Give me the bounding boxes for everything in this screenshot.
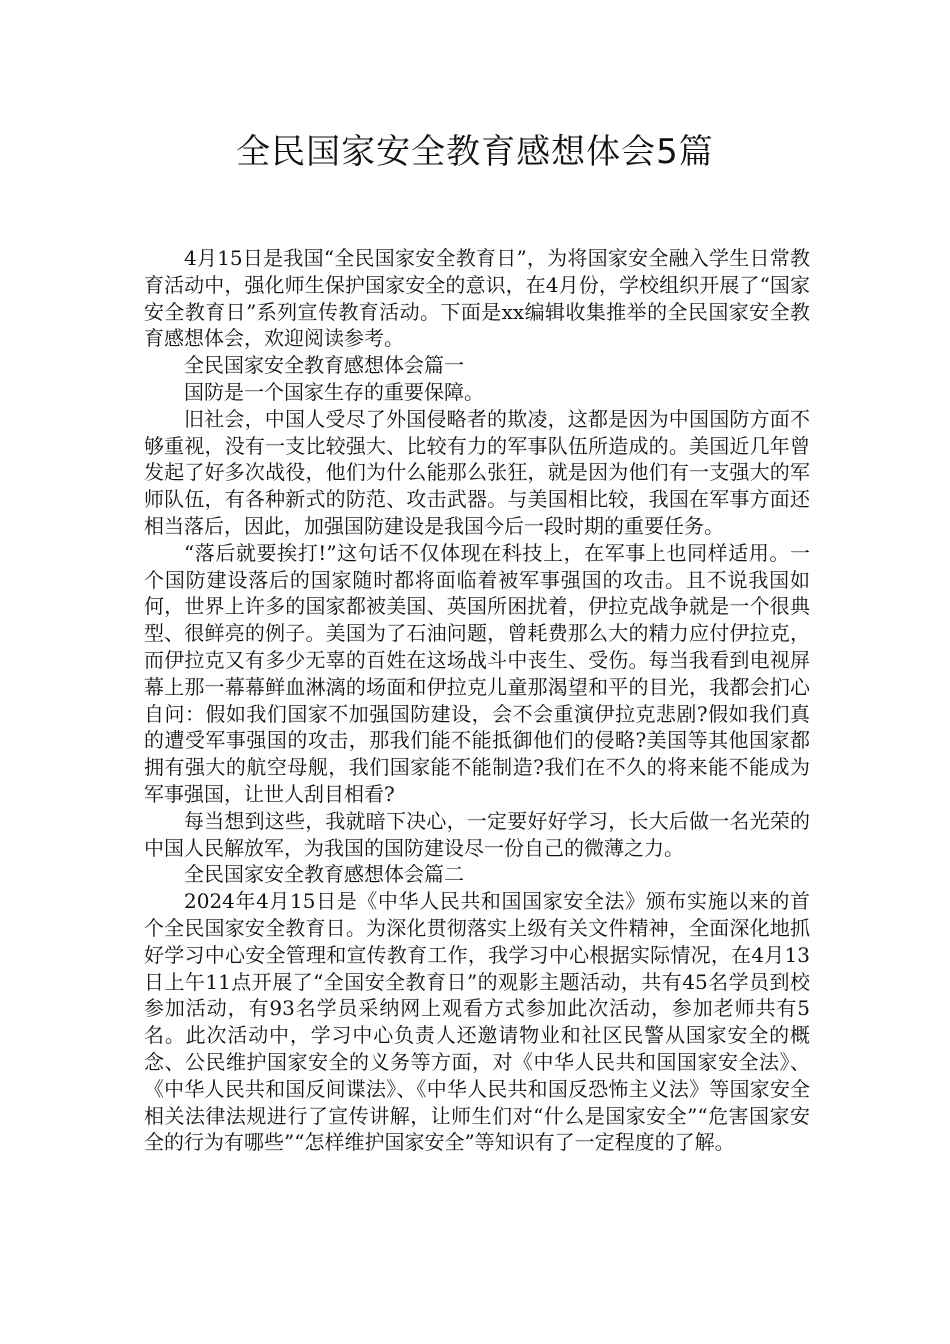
paragraph: 每当想到这些，我就暗下决心，一定要好好学习，长大后做一名光荣的中国人民解放军，为我国的国防建设尽一份自己的微薄之力。: [144, 808, 810, 860]
section-heading-2: 全民国家安全教育感想体会篇二: [184, 862, 464, 887]
section-heading-1: 全民国家安全教育感想体会篇一: [184, 353, 464, 378]
paragraph: 2024年4月15日是《中华人民共和国国家安全法》颁布实施以来的首个全民国家安全教育日。为深化贯彻落实上级有关文件精神，全面深化地抓好学习中心安全管理和宣传教育工作，我学习中心根据实际情况，在4月13日上午11点开展了“全国安全教育日”的观影主题活动，共有45名学员到校参加活动，有93名学员采纳网上观看方式参加此次活动，参加老师共有5名。此次活动中，学习中心负责人还邀请物业和社区民警从国家安全的概念、公民维护国家安全的义务等方面，对《中华人民共和国国家安全法》、《中华人民共和国反间谍法》、《中华人民共和国反恐怖主义法》等国家安全相关法律法规进行了宣传讲解，让师生们对“什么是国家安全”“危害国家安全的行为有哪些”“怎样维护国家安全”等知识有了一定程度的了解。: [144, 889, 810, 1155]
paragraph: 国防是一个国家生存的重要保障。: [184, 379, 484, 404]
paragraph: “落后就要挨打!”这句话不仅体现在科技上，在军事上也同样适用。一个国防建设落后的国家随时都将面临着被军事强国的攻击。且不说我国如何，世界上许多的国家都被美国、英国所困扰着，伊拉克战争就是一个很典型、很鲜亮的例子。美国为了石油问题，曾耗费那么大的精力应付伊拉克，而伊拉克又有多少无辜的百姓在这场战斗中丧生、受伤。每当我看到电视屏幕上那一幕幕鲜血淋漓的场面和伊拉克儿童那渴望和平的目光，我都会扪心自问：假如我们国家不加强国防建设，会不会重演伊拉克悲剧?假如我们真的遭受军事强国的攻击，那我们能不能抵御他们的侵略?美国等其他国家都拥有强大的航空母舰，我们国家能不能制造?我们在不久的将来能不能成为军事强国，让世人刮目相看?: [144, 540, 810, 806]
paragraph: 旧社会，中国人受尽了外国侵略者的欺凌，这都是因为中国国防方面不够重视，没有一支比较强大、比较有力的军事队伍所造成的。美国近几年曾发起了好多次战役，他们为什么能那么张狂，就是因为他们有一支强大的军师队伍，有各种新式的防范、攻击武器。与美国相比较，我国在军事方面还相当落后，因此，加强国防建设是我国今后一段时期的重要任务。: [144, 406, 810, 538]
page-title: 全民国家安全教育感想体会5篇: [236, 132, 714, 172]
document-body: [144, 245, 810, 1156]
paragraph-intro: 4月15日是我国“全民国家安全教育日”，为将国家安全融入学生日常教育活动中，强化师生保护国家安全的意识，在4月份，学校组织开展了“国家安全教育日”系列宣传教育活动。下面是xx编辑收集推举的全民国家安全教育感想体会，欢迎阅读参考。: [144, 246, 810, 351]
